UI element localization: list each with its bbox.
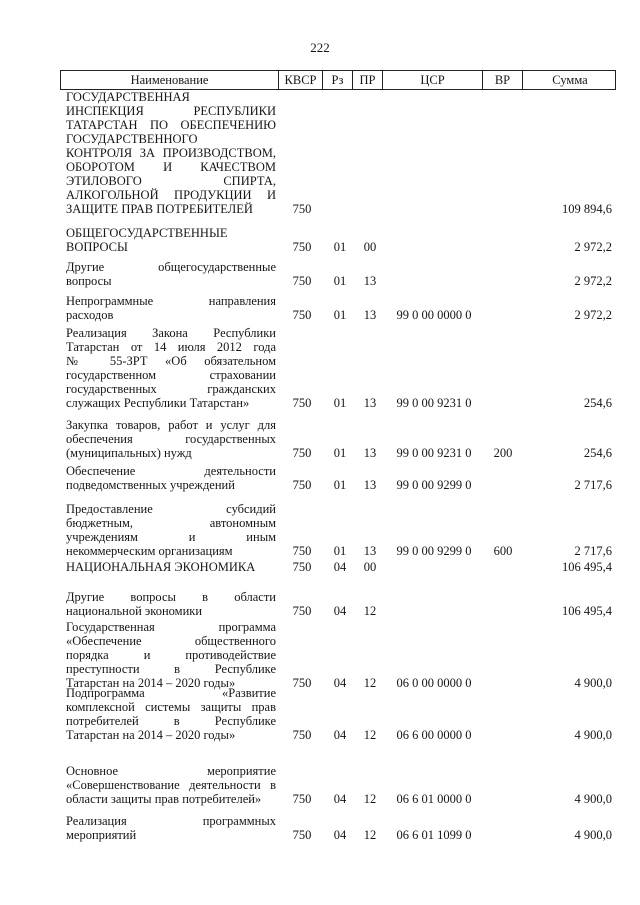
cell-pr: 00 [363, 560, 377, 574]
cell-sum: 2 972,2 [574, 308, 612, 322]
column-header-csr: ЦСР [383, 71, 483, 89]
cell-kvsr: 750 [292, 544, 312, 558]
row-name-line: Другие общегосударственные [66, 260, 276, 274]
row-name-line: обеспечения государственных [66, 432, 276, 446]
cell-pr: 13 [363, 446, 377, 460]
cell-rz: 04 [333, 676, 347, 690]
cell-pr: 12 [363, 604, 377, 618]
row-name-line: Татарстан на 2014 – 2020 годы» [66, 676, 236, 690]
row-name-line: бюджетным, автономным [66, 516, 276, 530]
table-row [0, 620, 640, 690]
row-name-line: «Совершенствование деятельности в [66, 778, 276, 792]
cell-pr: 12 [363, 728, 377, 742]
row-name-line: расходов [66, 308, 114, 322]
table-row [0, 502, 640, 558]
column-header-rz: Рз [323, 71, 353, 89]
cell-csr [384, 604, 484, 618]
row-name-line: Непрограммные направления [66, 294, 276, 308]
cell-kvsr: 750 [292, 240, 312, 254]
table-row [0, 686, 640, 742]
row-name-line: Обеспечение деятельности [66, 464, 276, 478]
cell-vr [486, 792, 520, 806]
row-name-line: ОБЩЕГОСУДАРСТВЕННЫЕ [66, 226, 228, 240]
cell-csr [384, 240, 484, 254]
cell-vr [486, 604, 520, 618]
row-name [66, 418, 276, 460]
cell-vr [486, 728, 520, 742]
cell-rz: 04 [333, 560, 347, 574]
cell-pr: 13 [363, 478, 377, 492]
row-name-line: Государственная программа [66, 620, 276, 634]
row-name-line: Реализация Закона Республики [66, 326, 276, 340]
row-name-line: ИНСПЕКЦИЯ РЕСПУБЛИКИ [66, 104, 276, 118]
row-name [66, 260, 276, 288]
table-row [0, 814, 640, 842]
cell-vr: 600 [493, 544, 513, 558]
row-name [66, 560, 276, 574]
cell-kvsr: 750 [292, 446, 312, 460]
cell-rz: 01 [333, 274, 347, 288]
row-name-line: НАЦИОНАЛЬНАЯ ЭКОНОМИКА [66, 560, 256, 574]
cell-kvsr: 750 [292, 828, 312, 842]
row-name-line: подведомственных учреждений [66, 478, 235, 492]
cell-sum: 109 894,6 [562, 202, 612, 216]
row-name-line: потребителей в Республике [66, 714, 276, 728]
cell-csr: 06 6 01 1099 0 [396, 828, 472, 842]
cell-kvsr: 750 [292, 478, 312, 492]
row-name-line: Другие вопросы в области [66, 590, 276, 604]
row-name [66, 814, 276, 842]
row-name [66, 502, 276, 558]
row-name-line: области защиты прав потребителей» [66, 792, 262, 806]
row-name-line: АЛКОГОЛЬНОЙ ПРОДУКЦИИ И [66, 188, 276, 202]
cell-csr [384, 560, 484, 574]
row-name-line: порядка и противодействие [66, 648, 276, 662]
table-row [0, 764, 640, 806]
cell-csr [384, 274, 484, 288]
cell-kvsr: 750 [292, 792, 312, 806]
row-name-line: № 55-ЗРТ «Об обязательном [66, 354, 276, 368]
cell-pr: 12 [363, 792, 377, 806]
cell-rz: 01 [333, 446, 347, 460]
cell-vr: 200 [493, 446, 513, 460]
cell-rz: 01 [333, 478, 347, 492]
row-name-line: служащих Республики Татарстан» [66, 396, 250, 410]
row-name-line: КОНТРОЛЯ ЗА ПРОИЗВОДСТВОМ, [66, 146, 276, 160]
row-name-line: национальной экономики [66, 604, 203, 618]
row-name-line: ЭТИЛОВОГО СПИРТА, [66, 174, 276, 188]
cell-rz: 04 [333, 792, 347, 806]
row-name [66, 686, 276, 742]
row-name-line: государственном страховании [66, 368, 276, 382]
row-name [66, 90, 276, 216]
page-number: 222 [310, 40, 330, 55]
table-row [0, 326, 640, 410]
table-row [0, 418, 640, 460]
row-name-line: Закупка товаров, работ и услуг для [66, 418, 276, 432]
cell-pr: 13 [363, 308, 377, 322]
row-name-line: комплексной системы защиты прав [66, 700, 276, 714]
row-name [66, 464, 276, 492]
cell-rz: 01 [333, 396, 347, 410]
table-row [0, 226, 640, 254]
column-header-vr: ВР [483, 71, 523, 89]
cell-pr: 13 [363, 544, 377, 558]
row-name-line: ОБОРОТОМ И КАЧЕСТВОМ [66, 160, 276, 174]
cell-rz: 04 [333, 604, 347, 618]
row-name-line: Подпрограмма «Развитие [66, 686, 276, 700]
cell-kvsr: 750 [292, 202, 312, 216]
cell-sum: 2 717,6 [574, 478, 612, 492]
cell-csr: 99 0 00 0000 0 [396, 308, 472, 322]
cell-vr [486, 202, 520, 216]
row-name-line: учреждениям и иным [66, 530, 276, 544]
cell-pr: 13 [363, 274, 377, 288]
cell-rz: 01 [333, 544, 347, 558]
row-name-line: Предоставление субсидий [66, 502, 276, 516]
row-name-line: Татарстан от 14 июля 2012 года [66, 340, 276, 354]
cell-csr [384, 202, 484, 216]
table-header [60, 70, 616, 90]
cell-csr: 06 6 01 0000 0 [396, 792, 472, 806]
column-header-pr: ПР [353, 71, 383, 89]
row-name-line: ВОПРОСЫ [66, 240, 128, 254]
row-name-line: Реализация программных [66, 814, 276, 828]
row-name-line: преступности в Республике [66, 662, 276, 676]
row-name-line: ГОСУДАРСТВЕННАЯ [66, 90, 190, 104]
cell-sum: 2 717,6 [574, 544, 612, 558]
row-name-line: ГОСУДАРСТВЕННОГО [66, 132, 198, 146]
cell-sum: 4 900,0 [574, 828, 612, 842]
cell-csr: 06 0 00 0000 0 [396, 676, 472, 690]
cell-sum: 4 900,0 [574, 728, 612, 742]
cell-sum: 4 900,0 [574, 676, 612, 690]
row-name-line: государственных гражданских [66, 382, 276, 396]
table-row [0, 590, 640, 618]
row-name [66, 590, 276, 618]
cell-sum: 2 972,2 [574, 274, 612, 288]
cell-pr: 00 [363, 240, 377, 254]
cell-kvsr: 750 [292, 274, 312, 288]
cell-vr [486, 274, 520, 288]
cell-rz: 01 [333, 308, 347, 322]
row-name-line: Основное мероприятие [66, 764, 276, 778]
cell-sum: 254,6 [583, 396, 612, 410]
row-name-line: вопросы [66, 274, 112, 288]
cell-pr: 12 [363, 676, 377, 690]
row-name [66, 764, 276, 806]
row-name [66, 326, 276, 410]
row-name-line: ЗАЩИТЕ ПРАВ ПОТРЕБИТЕЛЕЙ [66, 202, 253, 216]
table-row [0, 464, 640, 492]
cell-csr: 99 0 00 9299 0 [396, 544, 472, 558]
cell-vr [486, 240, 520, 254]
cell-kvsr: 750 [292, 560, 312, 574]
cell-rz: 01 [333, 240, 347, 254]
cell-kvsr: 750 [292, 396, 312, 410]
cell-rz: 04 [333, 728, 347, 742]
cell-sum: 254,6 [583, 446, 612, 460]
cell-csr: 06 6 00 0000 0 [396, 728, 472, 742]
cell-rz: 04 [333, 828, 347, 842]
cell-vr [486, 828, 520, 842]
cell-sum: 2 972,2 [574, 240, 612, 254]
cell-pr: 12 [363, 828, 377, 842]
column-header-name: Наименование [61, 71, 279, 89]
cell-vr [486, 560, 520, 574]
cell-csr: 99 0 00 9299 0 [396, 478, 472, 492]
table-row [0, 560, 640, 574]
cell-vr [486, 478, 520, 492]
row-name-line: ТАТАРСТАН ПО ОБЕСПЕЧЕНИЮ [66, 118, 276, 132]
cell-pr [356, 202, 384, 216]
cell-rz [326, 202, 354, 216]
table-row [0, 294, 640, 322]
cell-kvsr: 750 [292, 728, 312, 742]
table-row [0, 90, 640, 216]
cell-sum: 4 900,0 [574, 792, 612, 806]
row-name-line: (муниципальных) нужд [66, 446, 192, 460]
cell-sum: 106 495,4 [562, 560, 612, 574]
cell-vr [486, 396, 520, 410]
cell-kvsr: 750 [292, 604, 312, 618]
cell-pr: 13 [363, 396, 377, 410]
row-name [66, 226, 276, 254]
cell-kvsr: 750 [292, 676, 312, 690]
column-header-sum: Сумма [552, 73, 588, 87]
cell-sum: 106 495,4 [562, 604, 612, 618]
row-name-line: «Обеспечение общественного [66, 634, 276, 648]
row-name [66, 294, 276, 322]
cell-kvsr: 750 [292, 308, 312, 322]
column-header-kvsr: КВСР [279, 71, 323, 89]
table-row [0, 260, 640, 288]
row-name [66, 620, 276, 690]
row-name-line: Татарстан на 2014 – 2020 годы» [66, 728, 236, 742]
row-name-line: некоммерческим организациям [66, 544, 233, 558]
cell-vr [486, 308, 520, 322]
cell-csr: 99 0 00 9231 0 [396, 446, 472, 460]
row-name-line: мероприятий [66, 828, 137, 842]
cell-csr: 99 0 00 9231 0 [396, 396, 472, 410]
